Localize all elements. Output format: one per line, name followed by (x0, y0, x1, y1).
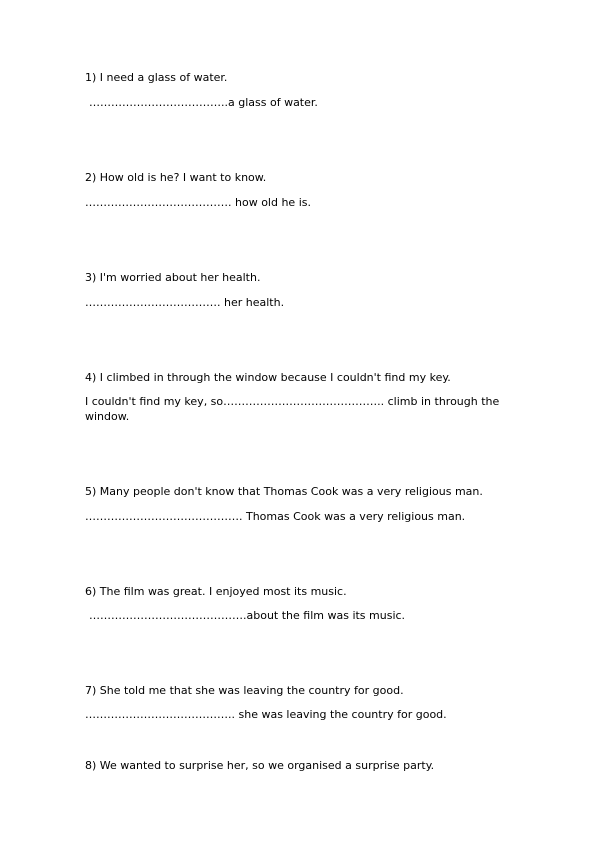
exercise-2-answer: …………………………………. how old he is. (85, 196, 311, 209)
exercise-4-answer: I couldn't find my key, so…………………………………….. climb in through the window. (85, 395, 500, 423)
exercise-1-prompt: 1) I need a glass of water. (85, 71, 228, 84)
exercise-5-answer: ……………………………………. Thomas Cook was a very religious man. (85, 510, 466, 523)
exercise-5-prompt: 5) Many people don't know that Thomas Cook was a very religious man. (85, 485, 483, 498)
exercise-2-prompt: 2) How old is he? I want to know. (85, 171, 267, 184)
exercise-3-answer: ………………………………. her health. (85, 296, 285, 309)
exercise-6-prompt: 6) The film was great. I enjoyed most its music. (85, 585, 347, 598)
exercise-7-answer: ………………………………….. she was leaving the country for good. (85, 708, 447, 721)
exercise-4-prompt: 4) I climbed in through the window because I couldn't find my key. (85, 371, 451, 384)
exercise-3-prompt: 3) I'm worried about her health. (85, 271, 261, 284)
exercise-1-answer: ………………………………..a glass of water. (89, 96, 318, 109)
exercise-7-prompt: 7) She told me that she was leaving the country for good. (85, 684, 404, 697)
exercise-6-answer: …………………………………….about the film was its music. (89, 609, 406, 622)
exercise-8-prompt: 8) We wanted to surprise her, so we organised a surprise party. (85, 759, 435, 772)
